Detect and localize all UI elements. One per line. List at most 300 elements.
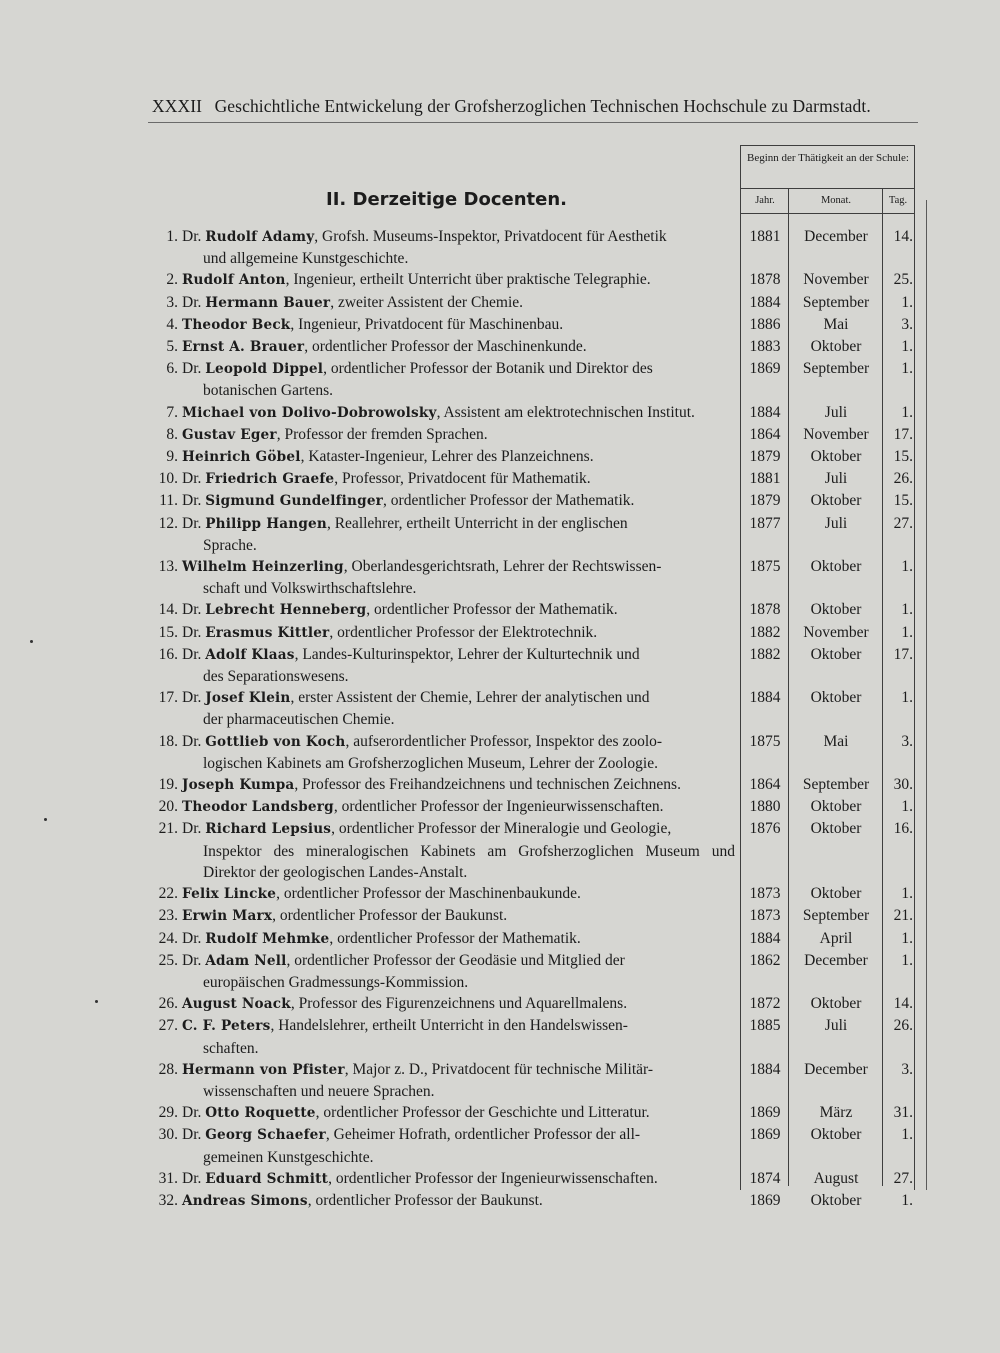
entry-year: 1878 — [749, 271, 781, 289]
entry-year: 1884 — [749, 403, 781, 421]
entry-month: August — [813, 1169, 859, 1187]
column-header-month: Monat. — [820, 195, 852, 206]
paper-speck — [30, 640, 33, 643]
entry-description: , Landes-Kulturinspektor, Lehrer der Kulturtechnik und — [294, 645, 640, 663]
entry-text — [182, 424, 735, 446]
entry-day: 14. — [893, 228, 913, 245]
entry-year: 1883 — [749, 338, 781, 356]
entry-year: 1879 — [749, 448, 781, 466]
entry-continuation: wissenschaften und neuere Sprachen. — [203, 1082, 435, 1100]
docent-entry — [0, 513, 1000, 556]
entry-continuation: Inspektor des mineralogischen Kabinets am Grofsherzoglichen Museum und Direktor der geologischen Landes-Anstalt. — [203, 842, 735, 881]
entry-name: Eduard Schmitt — [205, 1170, 329, 1187]
entry-month: Oktober — [810, 689, 862, 707]
entry-text — [182, 622, 735, 644]
entry-month: Juli — [824, 514, 848, 532]
entry-description: , ordentlicher Professor der Geodäsie und Mitglied der — [286, 951, 625, 969]
entry-number: 25. — [158, 951, 178, 969]
header-rule — [148, 122, 918, 123]
entry-month: Oktober — [810, 645, 862, 663]
entry-day: 21. — [893, 907, 913, 925]
entry-name: Theodor Beck — [182, 316, 291, 333]
entry-title-prefix: Dr. — [182, 228, 202, 245]
entry-year: 1886 — [749, 315, 781, 333]
paper-speck — [44, 818, 47, 821]
entry-month: Juli — [824, 403, 848, 421]
entry-day: 17. — [893, 645, 913, 663]
entry-name: Andreas Simons — [182, 1192, 308, 1209]
docent-entry — [0, 731, 1000, 774]
entry-description: , ordentlicher Professor der Mathematik. — [329, 929, 581, 947]
entry-description: , Kataster-Ingenieur, Lehrer des Planzeichnens. — [300, 448, 594, 466]
entry-description: , ordentlicher Professor der Mathematik. — [366, 601, 618, 619]
entry-day: 1. — [901, 403, 913, 421]
entry-number: 29. — [158, 1104, 178, 1122]
entry-month: Juli — [824, 1017, 848, 1035]
entry-name: Otto Roquette — [205, 1105, 316, 1122]
entry-number: 20. — [158, 798, 178, 816]
entry-text — [182, 336, 735, 358]
entry-name: Felix Lincke — [182, 886, 277, 903]
entry-description: , Professor der fremden Sprachen. — [276, 425, 488, 443]
entry-number: 12. — [158, 514, 178, 532]
entry-text — [182, 358, 735, 401]
entry-month: September — [802, 907, 870, 925]
entry-number: 18. — [158, 732, 178, 750]
entry-name: Theodor Landsberg — [182, 799, 334, 816]
entry-month: December — [804, 228, 868, 245]
entry-month: Oktober — [810, 601, 862, 619]
entry-day: 1. — [901, 798, 913, 816]
entry-month: September — [802, 776, 870, 794]
entry-year: 1872 — [749, 995, 781, 1013]
entry-year: 1875 — [749, 732, 781, 750]
entry-month: November — [803, 271, 869, 289]
entry-year: 1885 — [749, 1017, 781, 1035]
docent-entry — [0, 796, 1000, 818]
entry-description: , ordentlicher Professor der Botanik und Direktor des — [323, 360, 653, 378]
entry-year: 1881 — [749, 470, 781, 488]
entry-name: Sigmund Gundelfinger — [205, 493, 384, 510]
entry-day: 15. — [893, 448, 913, 466]
entry-description: , zweiter Assistent der Chemie. — [330, 293, 524, 311]
entry-day: 30. — [893, 776, 913, 794]
entry-month: Oktober — [810, 820, 862, 838]
docent-entry — [0, 599, 1000, 621]
entry-description: , ordentlicher Professor der Ingenieurwissenschaften. — [328, 1169, 658, 1187]
entry-number: 10. — [158, 470, 178, 488]
entry-name: Philipp Hangen — [205, 515, 327, 532]
entry-name: Michael von Dolivo-Dobrowolsky — [182, 404, 437, 421]
entry-description: , Handelslehrer, ertheilt Unterricht in den Handelswissen- — [270, 1017, 628, 1035]
entry-name: Wilhelm Heinzerling — [182, 559, 344, 576]
docent-entry — [0, 644, 1000, 687]
entry-description: , Ingenieur, Privatdocent für Maschinenbau. — [290, 315, 564, 333]
entry-description: , ordentlicher Professor der Elektrotechnik. — [329, 623, 598, 641]
docent-entry — [0, 226, 1000, 269]
entry-name: Josef Klein — [205, 690, 291, 707]
entry-number: 2. — [166, 271, 178, 289]
entry-text — [182, 292, 735, 314]
entry-title-prefix: Dr. — [182, 732, 202, 750]
entry-title-prefix: Dr. — [182, 1169, 202, 1187]
entry-day: 26. — [893, 470, 913, 488]
entry-day: 1. — [901, 951, 913, 969]
entry-continuation: logischen Kabinets am Grofsherzoglichen Museum, Lehrer der Zoologie. — [203, 754, 658, 772]
docent-entry — [0, 818, 1000, 883]
entry-year: 1869 — [749, 1104, 781, 1122]
entry-text — [182, 1015, 735, 1058]
entry-year: 1864 — [749, 776, 781, 794]
entry-title-prefix: Dr. — [182, 820, 202, 838]
entry-title-prefix: Dr. — [182, 645, 202, 663]
docent-entry — [0, 402, 1000, 424]
entry-day: 27. — [893, 514, 913, 532]
entry-description: , Geheimer Hofrath, ordentlicher Professor der all- — [325, 1126, 641, 1144]
entry-month: Oktober — [810, 885, 862, 903]
entry-day: 3. — [901, 315, 913, 333]
docent-entry — [0, 1015, 1000, 1058]
entry-continuation: des Separationswesens. — [203, 668, 349, 686]
entry-year: 1877 — [749, 514, 781, 532]
entry-month: Oktober — [810, 448, 862, 466]
entry-number: 24. — [158, 929, 178, 947]
column-header-year: Jahr. — [755, 195, 775, 206]
entry-text — [182, 490, 735, 512]
entry-number: 5. — [166, 338, 178, 356]
docent-entry — [0, 950, 1000, 993]
entry-description: , Professor des Freihandzeichnens und technischen Zeichnens. — [294, 776, 681, 794]
entry-day: 26. — [893, 1017, 913, 1035]
entry-month: Mai — [823, 315, 849, 333]
docent-entry — [0, 1059, 1000, 1102]
entry-continuation: gemeinen Kunstgeschichte. — [203, 1148, 374, 1166]
running-title: Geschichtliche Entwickelung der Grofsherzoglichen Technischen Hochschule zu Darmstadt. — [214, 96, 871, 116]
docent-entry — [0, 1102, 1000, 1124]
entry-day: 1. — [901, 929, 913, 947]
entry-number: 1. — [166, 228, 178, 245]
entry-name: Ernst A. Brauer — [182, 339, 305, 356]
entry-title-prefix: Dr. — [182, 951, 202, 969]
entry-number: 31. — [158, 1169, 178, 1187]
entry-name: Erasmus Kittler — [205, 624, 330, 641]
docent-entry — [0, 928, 1000, 950]
docent-entry — [0, 336, 1000, 358]
entry-title-prefix: Dr. — [182, 514, 202, 532]
entry-day: 1. — [901, 1126, 913, 1144]
docent-entry — [0, 269, 1000, 291]
entry-year: 1869 — [749, 1191, 781, 1209]
entry-text — [182, 993, 735, 1015]
entry-day: 1. — [901, 1191, 913, 1209]
entry-day: 16. — [893, 820, 913, 838]
entry-text — [182, 928, 735, 950]
entry-text — [182, 402, 735, 424]
entry-continuation: botanischen Gartens. — [203, 382, 333, 400]
entry-text — [182, 1168, 735, 1190]
entry-year: 1884 — [749, 1060, 781, 1078]
entry-title-prefix: Dr. — [182, 929, 202, 947]
entry-year: 1884 — [749, 929, 781, 947]
entry-number: 22. — [158, 885, 178, 903]
entry-number: 28. — [158, 1060, 178, 1078]
entry-continuation: schaft und Volkswirthschaftslehre. — [203, 580, 417, 598]
entry-name: Lebrecht Henneberg — [205, 602, 367, 619]
entry-continuation: europäischen Gradmessungs-Kommission. — [203, 973, 469, 991]
entry-continuation: Sprache. — [203, 536, 257, 554]
entry-description: , ordentlicher Professor der Ingenieurwissenschaften. — [333, 798, 664, 816]
docent-entry — [0, 292, 1000, 314]
entry-description: , ordentlicher Professor der Baukunst. — [307, 1191, 543, 1209]
entry-name: Georg Schaefer — [205, 1127, 326, 1144]
entry-month: November — [803, 623, 869, 641]
entry-day: 25. — [893, 271, 913, 289]
entry-day: 1. — [901, 558, 913, 576]
entry-number: 16. — [158, 645, 178, 663]
entry-number: 27. — [158, 1017, 178, 1035]
entry-year: 1869 — [749, 360, 781, 378]
entry-year: 1881 — [749, 228, 781, 245]
column-group-label: Beginn der Thätigkeit an der Schule: — [746, 152, 909, 164]
entry-name: Friedrich Graefe — [205, 471, 335, 488]
entry-year: 1884 — [749, 293, 781, 311]
docent-entry — [0, 905, 1000, 927]
docent-entry — [0, 1190, 1000, 1212]
entry-name: Rudolf Adamy — [205, 229, 315, 245]
entry-number: 11. — [159, 492, 178, 510]
column-header-bottom-rule — [740, 213, 915, 214]
docent-entry — [0, 490, 1000, 512]
entry-description: , ordentlicher Professor der Maschinenkunde. — [304, 338, 587, 356]
entry-name: Rudolf Mehmke — [205, 930, 330, 947]
entry-year: 1869 — [749, 1126, 781, 1144]
entry-text — [182, 269, 735, 291]
entry-day: 17. — [893, 425, 913, 443]
paper-speck — [95, 1000, 98, 1003]
entry-name: C. F. Peters — [182, 1018, 271, 1035]
entry-day: 3. — [901, 1060, 913, 1078]
entry-number: 4. — [166, 315, 178, 333]
entry-description: , ordentlicher Professor der Mathematik. — [383, 492, 635, 510]
entry-name: Leopold Dippel — [205, 361, 324, 378]
entry-title-prefix: Dr. — [182, 1104, 202, 1122]
entry-text — [182, 1059, 735, 1102]
entry-text — [182, 687, 735, 730]
entry-text — [182, 905, 735, 927]
entry-month: November — [803, 425, 869, 443]
entry-day: 15. — [893, 492, 913, 510]
entry-month: April — [819, 929, 853, 947]
entry-number: 15. — [158, 623, 178, 641]
docent-list — [0, 226, 1000, 1212]
entry-description: , Professor, Privatdocent für Mathematik. — [334, 470, 591, 488]
entry-name: August Noack — [182, 996, 291, 1013]
entry-title-prefix: Dr. — [182, 492, 202, 510]
entry-text — [182, 314, 735, 336]
entry-day: 1. — [901, 601, 913, 619]
entry-text — [182, 513, 735, 556]
entry-title-prefix: Dr. — [182, 601, 202, 619]
entry-description: , Grofsh. Museums-Inspektor, Privatdocent für Aesthetik — [314, 228, 667, 245]
entry-name: Richard Lepsius — [205, 821, 332, 838]
entry-day: 1. — [901, 623, 913, 641]
entry-text — [182, 599, 735, 621]
entry-day: 31. — [893, 1104, 913, 1122]
entry-year: 1884 — [749, 689, 781, 707]
entry-number: 17. — [158, 689, 178, 707]
docent-entry — [0, 314, 1000, 336]
entry-year: 1874 — [749, 1169, 781, 1187]
column-header-mid-rule — [740, 188, 915, 189]
entry-month: September — [802, 360, 870, 378]
docent-entry — [0, 774, 1000, 796]
entry-description: , Ingenieur, ertheilt Unterricht über praktische Telegraphie. — [285, 271, 651, 289]
entry-day: 1. — [901, 338, 913, 356]
entry-number: 26. — [158, 995, 178, 1013]
entry-month: September — [802, 293, 870, 311]
entry-name: Rudolf Anton — [182, 272, 286, 289]
entry-description: , Professor des Figurenzeichnens und Aquarellmalens. — [290, 995, 628, 1013]
entry-month: Oktober — [810, 1191, 862, 1209]
entry-number: 32. — [158, 1191, 178, 1209]
entry-number: 6. — [166, 360, 178, 378]
entry-number: 8. — [166, 425, 178, 443]
entry-year: 1873 — [749, 907, 781, 925]
entry-year: 1879 — [749, 492, 781, 510]
entry-description: , Reallehrer, ertheilt Unterricht in der englischen — [326, 514, 628, 532]
entry-name: Erwin Marx — [182, 908, 273, 925]
entry-title-prefix: Dr. — [182, 470, 202, 488]
entry-month: December — [804, 951, 868, 969]
entry-continuation: schaften. — [203, 1039, 259, 1057]
entry-year: 1864 — [749, 425, 781, 443]
entry-description: , aufserordentlicher Professor, Inspektor des zoolo- — [345, 732, 663, 750]
entry-number: 13. — [158, 558, 178, 576]
column-header-day: Tag. — [888, 195, 908, 206]
entry-title-prefix: Dr. — [182, 293, 202, 311]
docent-entry — [0, 993, 1000, 1015]
entry-year: 1880 — [749, 798, 781, 816]
docent-entry — [0, 556, 1000, 599]
entry-number: 9. — [166, 448, 178, 466]
entry-year: 1862 — [749, 951, 781, 969]
docent-entry — [0, 424, 1000, 446]
entry-description: , ordentlicher Professor der Maschinenbaukunde. — [276, 885, 581, 903]
entry-day: 1. — [901, 885, 913, 903]
entry-month: Oktober — [810, 995, 862, 1013]
entry-number: 30. — [158, 1126, 178, 1144]
entry-text — [182, 1124, 735, 1167]
entry-text — [182, 796, 735, 818]
entry-day: 3. — [901, 732, 913, 750]
entry-day: 1. — [901, 689, 913, 707]
docent-entry — [0, 1168, 1000, 1190]
running-header — [152, 96, 916, 117]
entry-text — [182, 1102, 735, 1124]
docent-entry — [0, 622, 1000, 644]
column-header-top-rule — [740, 145, 915, 146]
entry-number: 14. — [158, 601, 178, 619]
entry-text — [182, 446, 735, 468]
entry-year: 1873 — [749, 885, 781, 903]
entry-number: 7. — [166, 403, 178, 421]
entry-continuation: der pharmaceutischen Chemie. — [203, 711, 395, 729]
entry-title-prefix: Dr. — [182, 360, 202, 378]
entry-number: 3. — [166, 293, 178, 311]
entry-month: Oktober — [810, 492, 862, 510]
entry-number: 21. — [158, 820, 178, 838]
entry-number: 23. — [158, 907, 178, 925]
entry-name: Joseph Kumpa — [182, 777, 295, 794]
docent-entry — [0, 1124, 1000, 1167]
docent-entry — [0, 687, 1000, 730]
entry-month: Oktober — [810, 338, 862, 356]
entry-description: , Oberlandesgerichtsrath, Lehrer der Rechtswissen- — [343, 558, 662, 576]
entry-text — [182, 950, 735, 993]
docent-entry — [0, 446, 1000, 468]
entry-text — [182, 644, 735, 687]
entry-name: Adolf Klaas — [205, 646, 295, 663]
entry-text — [182, 818, 735, 883]
docent-entry — [0, 883, 1000, 905]
section-title: II. Derzeitige Docenten. — [326, 189, 567, 210]
entry-description: , ordentlicher Professor der Baukunst. — [272, 907, 508, 925]
entry-day: 1. — [901, 360, 913, 378]
entry-name: Hermann Bauer — [205, 294, 331, 311]
entry-day: 27. — [893, 1169, 913, 1187]
entry-month: Oktober — [810, 558, 862, 576]
entry-name: Heinrich Göbel — [182, 449, 301, 466]
entry-continuation: und allgemeine Kunstgeschichte. — [203, 250, 409, 268]
entry-description: , Major z. D., Privatdocent für technische Militär- — [344, 1060, 654, 1078]
entry-month: December — [804, 1060, 868, 1078]
entry-year: 1882 — [749, 645, 781, 663]
entry-name: Gottlieb von Koch — [205, 733, 346, 750]
entry-text — [182, 226, 735, 269]
entry-name: Hermann von Pfister — [182, 1061, 345, 1078]
docent-entry — [0, 468, 1000, 490]
entry-month: Mai — [823, 732, 849, 750]
entry-text — [182, 883, 735, 905]
entry-description: , ordentlicher Professor der Geschichte und Litteratur. — [315, 1104, 650, 1122]
entry-year: 1875 — [749, 558, 781, 576]
entry-text — [182, 731, 735, 774]
entry-description: , Assistent am elektrotechnischen Institut. — [436, 403, 695, 421]
entry-month: Juli — [824, 470, 848, 488]
entry-name: Gustav Eger — [182, 426, 277, 443]
docent-entry — [0, 358, 1000, 401]
entry-month: Oktober — [810, 798, 862, 816]
entry-name: Adam Nell — [205, 952, 287, 969]
entry-year: 1876 — [749, 820, 781, 838]
entry-title-prefix: Dr. — [182, 623, 202, 641]
entry-month: März — [819, 1104, 853, 1122]
entry-day: 14. — [893, 995, 913, 1013]
entry-day: 1. — [901, 293, 913, 311]
entry-number: 19. — [158, 776, 178, 794]
entry-text — [182, 556, 735, 599]
entry-description: , erster Assistent der Chemie, Lehrer der analytischen und — [290, 689, 650, 707]
page-number: XXXII — [152, 96, 203, 116]
entry-title-prefix: Dr. — [182, 1126, 202, 1144]
entry-year: 1878 — [749, 601, 781, 619]
entry-year: 1882 — [749, 623, 781, 641]
entry-month: Oktober — [810, 1126, 862, 1144]
entry-description: , ordentlicher Professor der Mineralogie und Geologie, — [331, 820, 672, 838]
entry-text — [182, 468, 735, 490]
entry-title-prefix: Dr. — [182, 689, 202, 707]
entry-text — [182, 1190, 735, 1212]
